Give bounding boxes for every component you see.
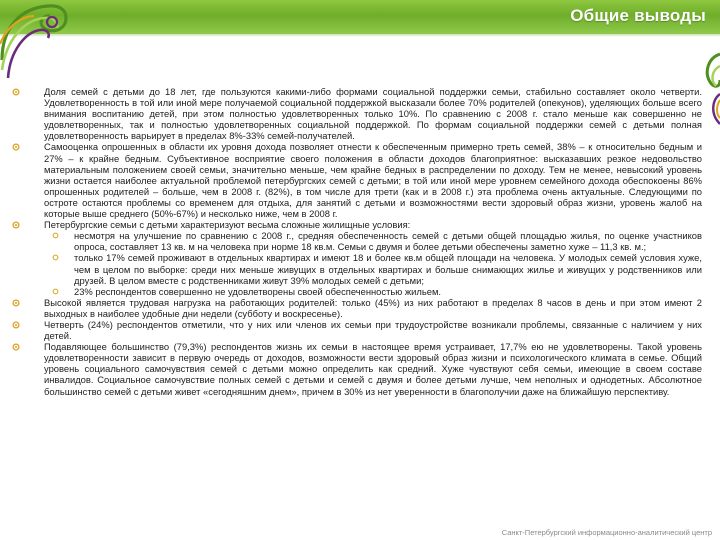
- bullet-icon: [12, 343, 20, 351]
- list-item-text: Доля семей с детьми до 18 лет, где пользуются какими-либо формами социальной поддержки семьи, стабильно составляет около четверти. Удовлетворенность в той или иной мере получаемой социальной поддержкой высказали более 70% родителей (опекунов), уделяющих больше всего внимания воспитанию детей, при этом полностью удовлетворенных только 10%. По сравнению с 2008 г. стало меньше как совершенно не удовлетворенных, так и полностью удовлетворенных социальной поддержкой. По формам социальной поддержки семей с детьми полная удовлетворенность варьирует в пределах 8%-33% семей-получателей.: [44, 86, 702, 142]
- bullet-icon: [12, 321, 20, 329]
- list-item-text: Четверть (24%) респондентов отметили, что у них или членов их семьи при трудоустройстве возникали проблемы, связанные с наличием у них детей.: [44, 318, 702, 342]
- list-item: [12, 141, 702, 219]
- list-subitem-text: 23% респондентов совершенно не удовлетворены своей обеспеченностью жильем.: [74, 285, 442, 297]
- bullet-icon: [12, 88, 20, 96]
- bullet-icon: [12, 221, 20, 229]
- list-item: [12, 219, 702, 230]
- bullet-icon: [12, 299, 20, 307]
- list-subitem-text: несмотря на улучшение по сравнению с 2008 г., средняя обеспеченность семей с детьми общей площадью жилья, по оценке участников опроса, составляет 13 кв. м на человека при норме 18 кв.м. Семьи с двумя и более детьми обеспечены заметно хуже – 11,3 кв. м.;: [74, 230, 702, 253]
- list-item: [12, 86, 702, 141]
- header-shadow: [0, 34, 720, 37]
- sub-bullet-icon: [52, 232, 59, 239]
- list-item-text: Петербургские семьи с детьми характеризуют весьма сложные жилищные условия:: [44, 219, 411, 231]
- list-item: [12, 319, 702, 341]
- summary-list: [12, 86, 702, 397]
- list-subitem: [12, 252, 702, 285]
- list-subitem: [12, 230, 702, 252]
- list-subitem-text: только 17% семей проживают в отдельных квартирах и имеют 18 и более кв.м общей площади на человека. У молодых семей условия хуже, чем в целом по выборке: среди них меньше живущих в отдельных квартирах и больше снимающих жилье и живущих у родственников или друзей. В целом вместе с родственниками живут 39% молодых семей с детьми;: [74, 252, 702, 286]
- list-item-text: Самооценка опрошенных в области их уровня дохода позволяет отнести к обеспеченным примерно треть семей, 38% – к относительно бедным и 27% – к крайне бедным. Субъективное восприятие своего положения в области доходов благоприятное: высказавших резкое недовольство материальным положением своей семьи, значительно меньше, чем крайне бедных в распределении по доходу. Тем не менее, невысокий уровень жизни остается наиболее актуальной проблемой петербургских семей с детьми; в той или иной мере уровнем семейного дохода обеспокоены 86% опрошенных родителей – больше, чем в 2008 г. (82%), в том числе для трети (как и в 2008 г.) эта проблема очень актуальные. Следующими по остроте остаются проблемы со временем для отдыха, для занятий с детьми и возможностями вести здоровый образ жизни, уровень жалоб на которые выше среднего (50%-67%) и несколько ниже, чем в 2008 г.: [44, 141, 702, 220]
- list-subitem: [12, 286, 702, 297]
- swirl-decoration-icon: [0, 0, 70, 80]
- sub-bullet-icon: [52, 288, 59, 295]
- list-item-text: Подавляющее большинство (79,3%) респондентов жизнь их семьи в настоящее время устраивает, 17,7% ею не удовлетворены. Такой уровень удовлетворенности зависит в первую очередь от доходов, возможности вести здоровый образ жизни и психологического климата в семье. Общий уровень социального самочувствия семей с детьми можно определить как средний. Хуже чувствуют себя семьи, имеющие в своем составе инвалидов. Социальное самочувствие полных семей с детьми и семей с двумя и более детьми лучше, чем неполных и однодетных. Абсолютное большинство семей с детьми живет «сегодняшним днем», причем в 30% из нет уверенности в благополучии даже на ближайшую перспективу.: [44, 341, 702, 397]
- bullet-icon: [12, 143, 20, 151]
- footer-credit: Санкт-Петербургский информационно-аналитический центр: [501, 528, 712, 537]
- sub-bullet-icon: [52, 254, 59, 261]
- page-title: Общие выводы: [570, 6, 706, 25]
- list-item: [12, 297, 702, 319]
- list-item: [12, 341, 702, 396]
- list-item-text: Высокой является трудовая нагрузка на работающих родителей: только (45%) из них работают в пределах 8 часов в день и при этом имеют 2 выходных в наиболее удобные дни недели (субботу и воскресенье).: [44, 296, 702, 319]
